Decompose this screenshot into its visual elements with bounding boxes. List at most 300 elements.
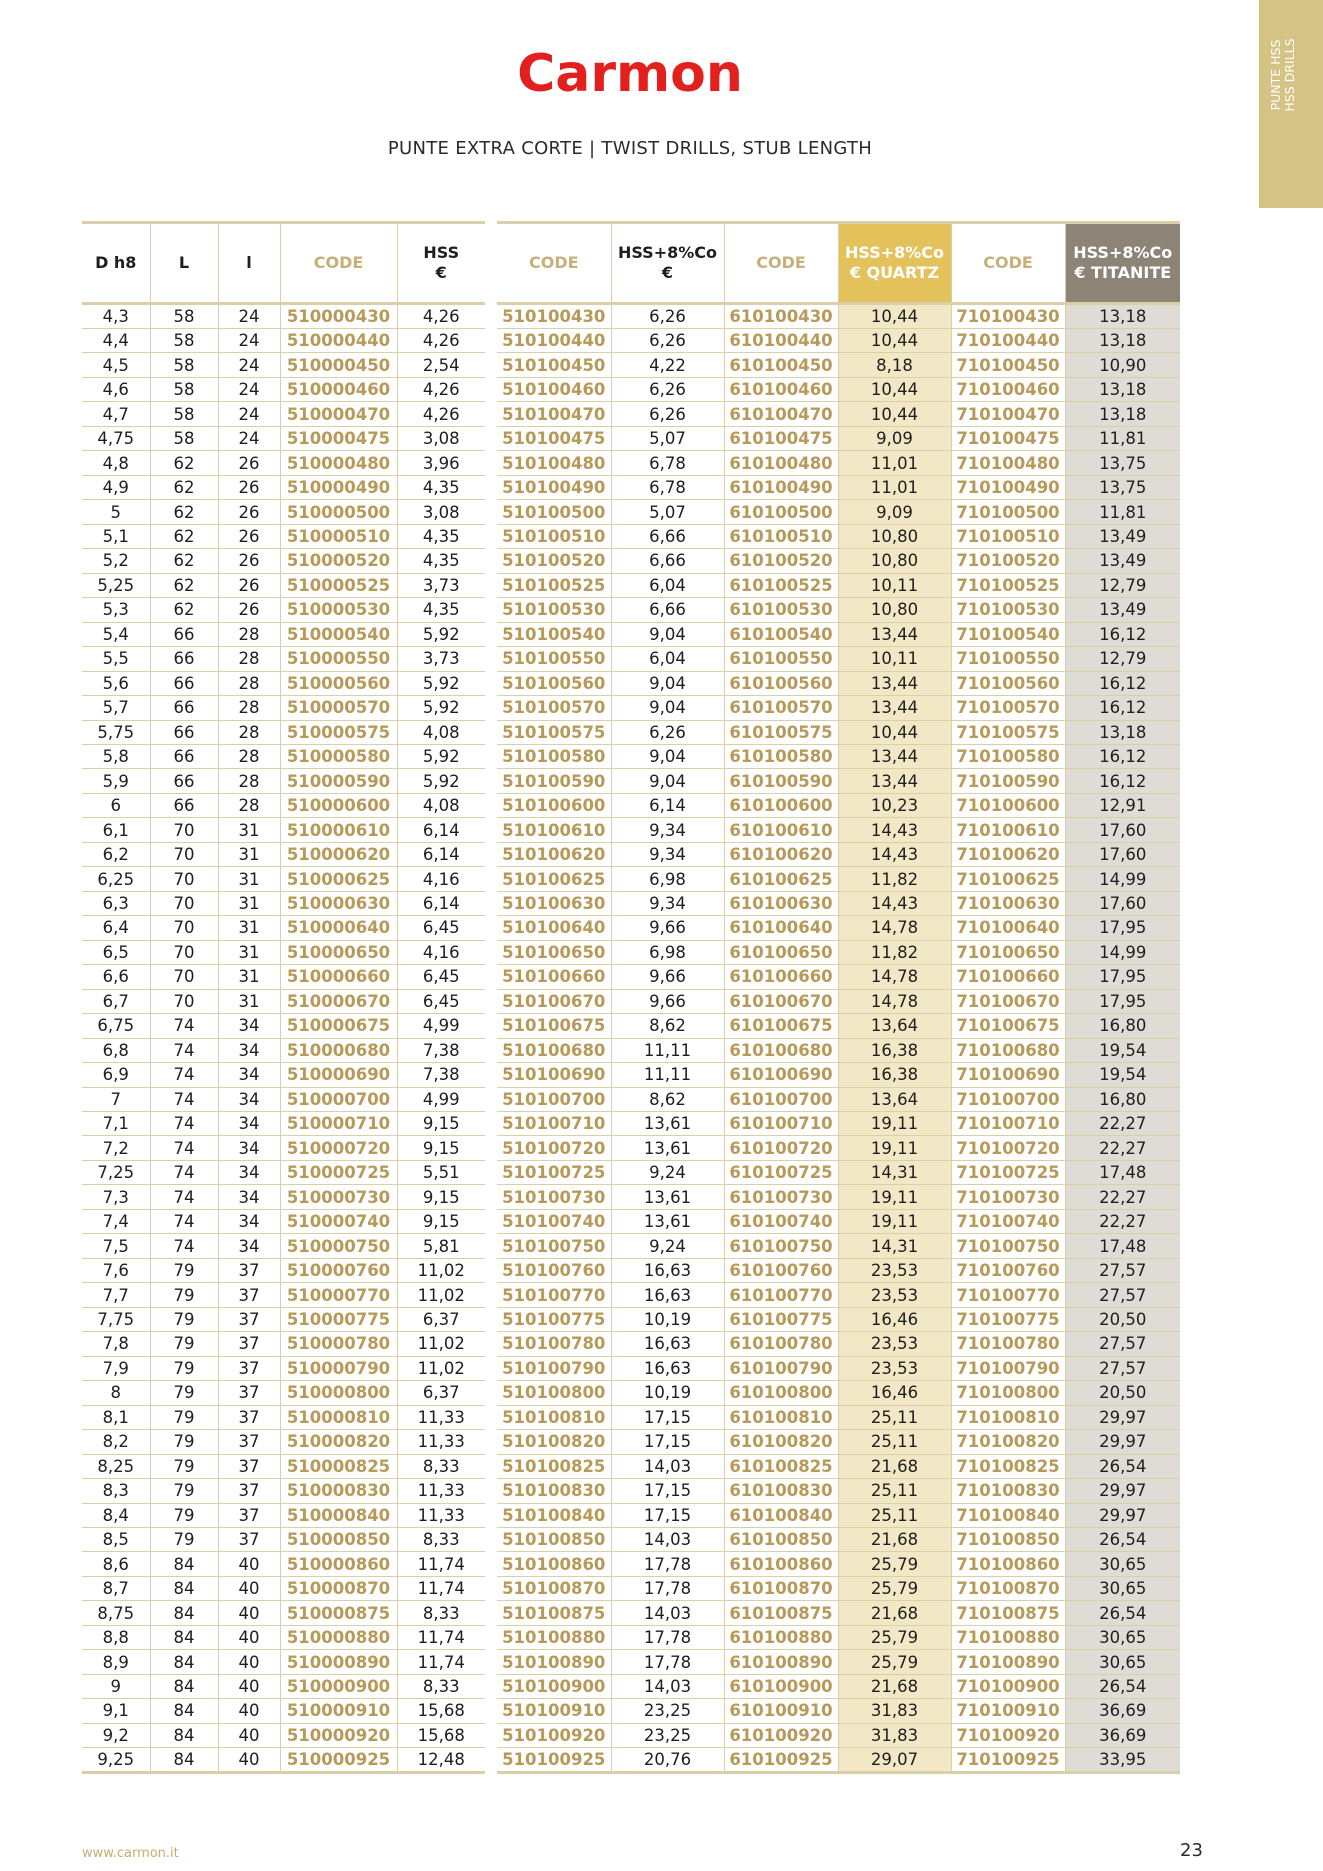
cell-flute-length: 37 [218, 1283, 280, 1307]
cell-titanite-price: 17,95 [1065, 916, 1180, 940]
cell-code-co: 510100700 [497, 1087, 611, 1111]
cell-flute-length: 40 [218, 1748, 280, 1773]
cell-code-quartz: 610100640 [724, 916, 838, 940]
table-row [497, 598, 1180, 622]
cell-code-titanite: 710100820 [951, 1430, 1065, 1454]
cell-hss-price: 4,99 [397, 1014, 485, 1038]
cell-titanite-price: 30,65 [1065, 1625, 1180, 1649]
cell-quartz-price: 9,09 [838, 426, 951, 450]
cell-total-length: 58 [150, 377, 218, 401]
cell-code-titanite: 710100910 [951, 1699, 1065, 1723]
cell-code-quartz: 610100675 [724, 1014, 838, 1038]
cell-quartz-price: 25,79 [838, 1650, 951, 1674]
cell-co-price: 16,63 [611, 1332, 724, 1356]
cell-hss-price: 2,54 [397, 353, 485, 377]
cell-hss-price: 6,37 [397, 1307, 485, 1331]
header-hss-price: HSS € [397, 223, 485, 304]
cell-flute-length: 28 [218, 696, 280, 720]
table-row [497, 377, 1180, 401]
cell-code: 510000870 [280, 1576, 397, 1600]
cell-code-quartz: 610100840 [724, 1503, 838, 1527]
cell-titanite-price: 13,18 [1065, 720, 1180, 744]
cell-diameter: 8,3 [82, 1479, 150, 1503]
cell-code: 510000670 [280, 989, 397, 1013]
cell-titanite-price: 13,18 [1065, 402, 1180, 426]
cell-diameter: 8,5 [82, 1527, 150, 1551]
cell-quartz-price: 10,44 [838, 304, 951, 329]
table-row [497, 1087, 1180, 1111]
table-row [497, 1136, 1180, 1160]
cell-code: 510000525 [280, 573, 397, 597]
cell-total-length: 79 [150, 1283, 218, 1307]
table-row [82, 1454, 485, 1478]
cell-titanite-price: 17,60 [1065, 818, 1180, 842]
cell-code: 510000610 [280, 818, 397, 842]
page-number: 23 [1180, 1840, 1203, 1861]
cell-flute-length: 31 [218, 891, 280, 915]
cell-total-length: 70 [150, 867, 218, 891]
cell-code-quartz: 610100540 [724, 622, 838, 646]
cell-code-titanite: 710100780 [951, 1332, 1065, 1356]
cell-code: 510000730 [280, 1185, 397, 1209]
cell-code-quartz: 610100890 [724, 1650, 838, 1674]
cell-code-titanite: 710100525 [951, 573, 1065, 597]
cell-diameter: 8,4 [82, 1503, 150, 1527]
cell-quartz-price: 19,11 [838, 1185, 951, 1209]
table-row [82, 1038, 485, 1062]
cell-quartz-price: 14,43 [838, 891, 951, 915]
cell-code-quartz: 610100760 [724, 1258, 838, 1282]
cell-co-price: 8,62 [611, 1087, 724, 1111]
cell-diameter: 7,4 [82, 1209, 150, 1233]
table-row [497, 965, 1180, 989]
cell-code-co: 510100550 [497, 647, 611, 671]
table-row [82, 989, 485, 1013]
table-row [497, 1258, 1180, 1282]
cell-total-length: 79 [150, 1307, 218, 1331]
cell-hss-price: 4,26 [397, 402, 485, 426]
cell-co-price: 6,14 [611, 793, 724, 817]
cell-code-titanite: 710100530 [951, 598, 1065, 622]
cell-total-length: 84 [150, 1650, 218, 1674]
cell-quartz-price: 25,11 [838, 1430, 951, 1454]
cell-quartz-price: 23,53 [838, 1332, 951, 1356]
cell-titanite-price: 17,60 [1065, 842, 1180, 866]
cell-code-titanite: 710100520 [951, 549, 1065, 573]
cell-code-quartz: 610100875 [724, 1601, 838, 1625]
cell-code-titanite: 710100860 [951, 1552, 1065, 1576]
cell-code-titanite: 710100770 [951, 1283, 1065, 1307]
table-row [82, 1209, 485, 1233]
cell-code-quartz: 610100830 [724, 1479, 838, 1503]
cell-total-length: 66 [150, 622, 218, 646]
cell-total-length: 79 [150, 1405, 218, 1429]
cell-titanite-price: 27,57 [1065, 1283, 1180, 1307]
table-row [497, 1234, 1180, 1258]
cell-total-length: 62 [150, 451, 218, 475]
table-row [497, 1405, 1180, 1429]
table-row [82, 524, 485, 548]
cell-total-length: 58 [150, 353, 218, 377]
cell-titanite-price: 13,18 [1065, 377, 1180, 401]
cell-code-co: 510100780 [497, 1332, 611, 1356]
table-row [82, 1014, 485, 1038]
table-row [82, 1381, 485, 1405]
cell-titanite-price: 29,97 [1065, 1479, 1180, 1503]
cell-code: 510000520 [280, 549, 397, 573]
cell-code-titanite: 710100560 [951, 671, 1065, 695]
cell-total-length: 66 [150, 793, 218, 817]
cell-diameter: 5,75 [82, 720, 150, 744]
cell-code: 510000500 [280, 500, 397, 524]
cell-titanite-price: 13,75 [1065, 451, 1180, 475]
cell-code: 510000775 [280, 1307, 397, 1331]
table-row [82, 1087, 485, 1111]
table-row [497, 329, 1180, 353]
cell-total-length: 62 [150, 598, 218, 622]
cell-total-length: 58 [150, 402, 218, 426]
cell-code-quartz: 610100660 [724, 965, 838, 989]
cell-hss-price: 4,08 [397, 720, 485, 744]
cell-code-co: 510100790 [497, 1356, 611, 1380]
table-row [497, 524, 1180, 548]
cell-flute-length: 31 [218, 842, 280, 866]
cell-titanite-price: 30,65 [1065, 1650, 1180, 1674]
cell-co-price: 6,26 [611, 329, 724, 353]
cell-code-quartz: 610100625 [724, 867, 838, 891]
cell-titanite-price: 17,48 [1065, 1160, 1180, 1184]
cell-code-titanite: 710100580 [951, 744, 1065, 768]
table-row [82, 1479, 485, 1503]
cell-code-quartz: 610100870 [724, 1576, 838, 1600]
cell-code: 510000825 [280, 1454, 397, 1478]
cell-code-co: 510100575 [497, 720, 611, 744]
cell-diameter: 4,5 [82, 353, 150, 377]
cell-flute-length: 34 [218, 1014, 280, 1038]
cell-code: 510000570 [280, 696, 397, 720]
table-row [497, 1160, 1180, 1184]
cell-code-titanite: 710100920 [951, 1723, 1065, 1747]
cell-co-price: 13,61 [611, 1185, 724, 1209]
cell-code-co: 510100840 [497, 1503, 611, 1527]
cell-titanite-price: 16,12 [1065, 622, 1180, 646]
cell-code-co: 510100640 [497, 916, 611, 940]
cell-total-length: 74 [150, 1038, 218, 1062]
cell-hss-price: 8,33 [397, 1674, 485, 1698]
table-row [497, 1063, 1180, 1087]
cell-code-quartz: 610100780 [724, 1332, 838, 1356]
cell-quartz-price: 10,80 [838, 549, 951, 573]
cell-code-quartz: 610100670 [724, 989, 838, 1013]
cell-co-price: 4,22 [611, 353, 724, 377]
cell-code: 510000650 [280, 940, 397, 964]
cell-co-price: 6,26 [611, 304, 724, 329]
cell-co-price: 11,11 [611, 1063, 724, 1087]
table-row [497, 1576, 1180, 1600]
cell-co-price: 9,04 [611, 744, 724, 768]
cell-hss-price: 9,15 [397, 1185, 485, 1209]
table-row [82, 1332, 485, 1356]
cell-total-length: 74 [150, 1014, 218, 1038]
table-row [82, 1625, 485, 1649]
table-row [82, 793, 485, 817]
cell-diameter: 9,1 [82, 1699, 150, 1723]
table-row [82, 744, 485, 768]
cell-quartz-price: 19,11 [838, 1112, 951, 1136]
cell-titanite-price: 27,57 [1065, 1332, 1180, 1356]
cell-code: 510000830 [280, 1479, 397, 1503]
cell-titanite-price: 22,27 [1065, 1136, 1180, 1160]
cell-flute-length: 26 [218, 598, 280, 622]
cell-code-co: 510100450 [497, 353, 611, 377]
cell-titanite-price: 30,65 [1065, 1552, 1180, 1576]
cell-code-co: 510100910 [497, 1699, 611, 1723]
table-row [497, 1185, 1180, 1209]
cell-quartz-price: 25,11 [838, 1405, 951, 1429]
cell-titanite-price: 27,57 [1065, 1258, 1180, 1282]
table-row [497, 1381, 1180, 1405]
cell-code-titanite: 710100650 [951, 940, 1065, 964]
cell-code-quartz: 610100620 [724, 842, 838, 866]
cell-code-titanite: 710100870 [951, 1576, 1065, 1600]
cell-total-length: 74 [150, 1087, 218, 1111]
cell-code-co: 510100520 [497, 549, 611, 573]
cell-hss-price: 11,74 [397, 1625, 485, 1649]
cell-quartz-price: 25,79 [838, 1576, 951, 1600]
section-tab-label [1269, 10, 1297, 140]
cell-flute-length: 24 [218, 377, 280, 401]
cell-code-co: 510100560 [497, 671, 611, 695]
cell-titanite-price: 12,91 [1065, 793, 1180, 817]
cell-code-quartz: 610100925 [724, 1748, 838, 1773]
cell-code: 510000490 [280, 475, 397, 499]
cell-total-length: 84 [150, 1576, 218, 1600]
cell-code-titanite: 710100610 [951, 818, 1065, 842]
table-row [82, 1576, 485, 1600]
cell-code: 510000920 [280, 1723, 397, 1747]
cell-co-price: 17,15 [611, 1479, 724, 1503]
cell-code-quartz: 610100920 [724, 1723, 838, 1747]
cell-code: 510000890 [280, 1650, 397, 1674]
cell-total-length: 70 [150, 965, 218, 989]
cell-code-quartz: 610100775 [724, 1307, 838, 1331]
cell-code-titanite: 710100475 [951, 426, 1065, 450]
table-row [497, 1552, 1180, 1576]
cell-quartz-price: 14,78 [838, 916, 951, 940]
cell-co-price: 5,07 [611, 500, 724, 524]
cell-quartz-price: 13,64 [838, 1014, 951, 1038]
cell-flute-length: 37 [218, 1258, 280, 1282]
cell-code-titanite: 710100450 [951, 353, 1065, 377]
cell-code: 510000675 [280, 1014, 397, 1038]
cell-diameter: 8,25 [82, 1454, 150, 1478]
table-row [82, 818, 485, 842]
cell-code-co: 510100820 [497, 1430, 611, 1454]
cell-code-titanite: 710100690 [951, 1063, 1065, 1087]
cell-flute-length: 26 [218, 524, 280, 548]
cell-total-length: 79 [150, 1479, 218, 1503]
cell-total-length: 74 [150, 1185, 218, 1209]
cell-co-price: 5,07 [611, 426, 724, 450]
cell-titanite-price: 12,79 [1065, 647, 1180, 671]
table-row [82, 377, 485, 401]
table-row [497, 1454, 1180, 1478]
cell-code-titanite: 710100660 [951, 965, 1065, 989]
cell-code-co: 510100650 [497, 940, 611, 964]
cell-total-length: 70 [150, 940, 218, 964]
cell-flute-length: 28 [218, 769, 280, 793]
cell-code-titanite: 710100480 [951, 451, 1065, 475]
cell-code-quartz: 610100525 [724, 573, 838, 597]
cell-diameter: 7,75 [82, 1307, 150, 1331]
cell-total-length: 74 [150, 1063, 218, 1087]
cell-diameter: 8 [82, 1381, 150, 1405]
cell-code: 510000840 [280, 1503, 397, 1527]
cell-code-titanite: 710100880 [951, 1625, 1065, 1649]
cell-code-co: 510100510 [497, 524, 611, 548]
cell-co-price: 6,98 [611, 867, 724, 891]
cell-code-titanite: 710100430 [951, 304, 1065, 329]
cell-flute-length: 26 [218, 500, 280, 524]
cell-co-price: 8,62 [611, 1014, 724, 1038]
cell-total-length: 58 [150, 329, 218, 353]
cell-code-titanite: 710100825 [951, 1454, 1065, 1478]
cell-hss-price: 11,02 [397, 1356, 485, 1380]
cell-co-price: 13,61 [611, 1209, 724, 1233]
cell-flute-length: 34 [218, 1185, 280, 1209]
cell-quartz-price: 16,38 [838, 1038, 951, 1062]
cell-code: 510000880 [280, 1625, 397, 1649]
cell-code-quartz: 610100630 [724, 891, 838, 915]
cell-total-length: 84 [150, 1625, 218, 1649]
cell-flute-length: 34 [218, 1112, 280, 1136]
cell-titanite-price: 16,80 [1065, 1087, 1180, 1111]
cell-total-length: 84 [150, 1723, 218, 1747]
cell-total-length: 74 [150, 1112, 218, 1136]
cell-flute-length: 40 [218, 1625, 280, 1649]
cell-code-co: 510100600 [497, 793, 611, 817]
cell-code-quartz: 610100790 [724, 1356, 838, 1380]
cell-code-co: 510100720 [497, 1136, 611, 1160]
cell-quartz-price: 11,01 [838, 451, 951, 475]
cell-code-co: 510100920 [497, 1723, 611, 1747]
cell-quartz-price: 13,44 [838, 671, 951, 695]
cell-flute-length: 37 [218, 1503, 280, 1527]
cell-hss-price: 4,35 [397, 475, 485, 499]
cell-titanite-price: 29,97 [1065, 1503, 1180, 1527]
cell-co-price: 6,78 [611, 451, 724, 475]
cell-code-quartz: 610100450 [724, 353, 838, 377]
cell-quartz-price: 8,18 [838, 353, 951, 377]
cell-quartz-price: 31,83 [838, 1723, 951, 1747]
table-row [497, 451, 1180, 475]
cell-code-co: 510100620 [497, 842, 611, 866]
cell-co-price: 6,66 [611, 598, 724, 622]
cell-code-co: 510100480 [497, 451, 611, 475]
cell-total-length: 66 [150, 647, 218, 671]
table-row [497, 867, 1180, 891]
cell-code-quartz: 610100600 [724, 793, 838, 817]
cell-code-co: 510100470 [497, 402, 611, 426]
table-row [497, 1723, 1180, 1747]
table-row [82, 940, 485, 964]
cell-flute-length: 24 [218, 426, 280, 450]
cell-co-price: 17,78 [611, 1552, 724, 1576]
cell-code: 510000470 [280, 402, 397, 426]
cell-hss-price: 3,96 [397, 451, 485, 475]
cell-code: 510000925 [280, 1748, 397, 1773]
table-row [497, 744, 1180, 768]
cell-code: 510000550 [280, 647, 397, 671]
cell-hss-price: 11,02 [397, 1332, 485, 1356]
cell-flute-length: 40 [218, 1723, 280, 1747]
cell-code: 510000530 [280, 598, 397, 622]
cell-code: 510000590 [280, 769, 397, 793]
cell-quartz-price: 10,80 [838, 598, 951, 622]
cell-diameter: 4,3 [82, 304, 150, 329]
cell-total-length: 70 [150, 891, 218, 915]
cell-co-price: 23,25 [611, 1723, 724, 1747]
cell-total-length: 79 [150, 1332, 218, 1356]
cell-hss-price: 6,45 [397, 916, 485, 940]
cell-diameter: 5,2 [82, 549, 150, 573]
cell-co-price: 9,34 [611, 842, 724, 866]
cell-code: 510000770 [280, 1283, 397, 1307]
cell-flute-length: 37 [218, 1307, 280, 1331]
cell-titanite-price: 13,49 [1065, 524, 1180, 548]
cell-quartz-price: 10,44 [838, 377, 951, 401]
cell-diameter: 6,25 [82, 867, 150, 891]
cell-hss-price: 4,26 [397, 329, 485, 353]
header-code-titanite: CODE [951, 223, 1065, 304]
header-code: CODE [280, 223, 397, 304]
cell-total-length: 74 [150, 1136, 218, 1160]
cell-co-price: 14,03 [611, 1601, 724, 1625]
cell-total-length: 79 [150, 1381, 218, 1405]
cell-code: 510000790 [280, 1356, 397, 1380]
table-row [497, 916, 1180, 940]
cell-hss-price: 5,81 [397, 1234, 485, 1258]
cell-code-titanite: 710100510 [951, 524, 1065, 548]
table-row [497, 1674, 1180, 1698]
cell-flute-length: 24 [218, 402, 280, 426]
cell-code-co: 510100525 [497, 573, 611, 597]
table-row [82, 1601, 485, 1625]
table-row [497, 1014, 1180, 1038]
table-row [82, 451, 485, 475]
cell-co-price: 9,66 [611, 916, 724, 940]
right-price-table [497, 221, 1180, 1774]
table-row [82, 1160, 485, 1184]
table-row [82, 426, 485, 450]
cell-quartz-price: 19,11 [838, 1209, 951, 1233]
cell-code: 510000625 [280, 867, 397, 891]
footer-website-link[interactable]: www.carmon.it [82, 1846, 179, 1861]
cell-diameter: 8,75 [82, 1601, 150, 1625]
table-row [82, 1527, 485, 1551]
cell-co-price: 14,03 [611, 1674, 724, 1698]
cell-hss-price: 4,35 [397, 598, 485, 622]
cell-quartz-price: 11,82 [838, 940, 951, 964]
cell-code: 510000710 [280, 1112, 397, 1136]
cell-code-quartz: 610100610 [724, 818, 838, 842]
cell-hss-price: 3,73 [397, 573, 485, 597]
cell-quartz-price: 25,11 [838, 1479, 951, 1503]
table-row [497, 1479, 1180, 1503]
table-row [497, 1699, 1180, 1723]
cell-hss-price: 4,16 [397, 940, 485, 964]
cell-flute-length: 37 [218, 1479, 280, 1503]
